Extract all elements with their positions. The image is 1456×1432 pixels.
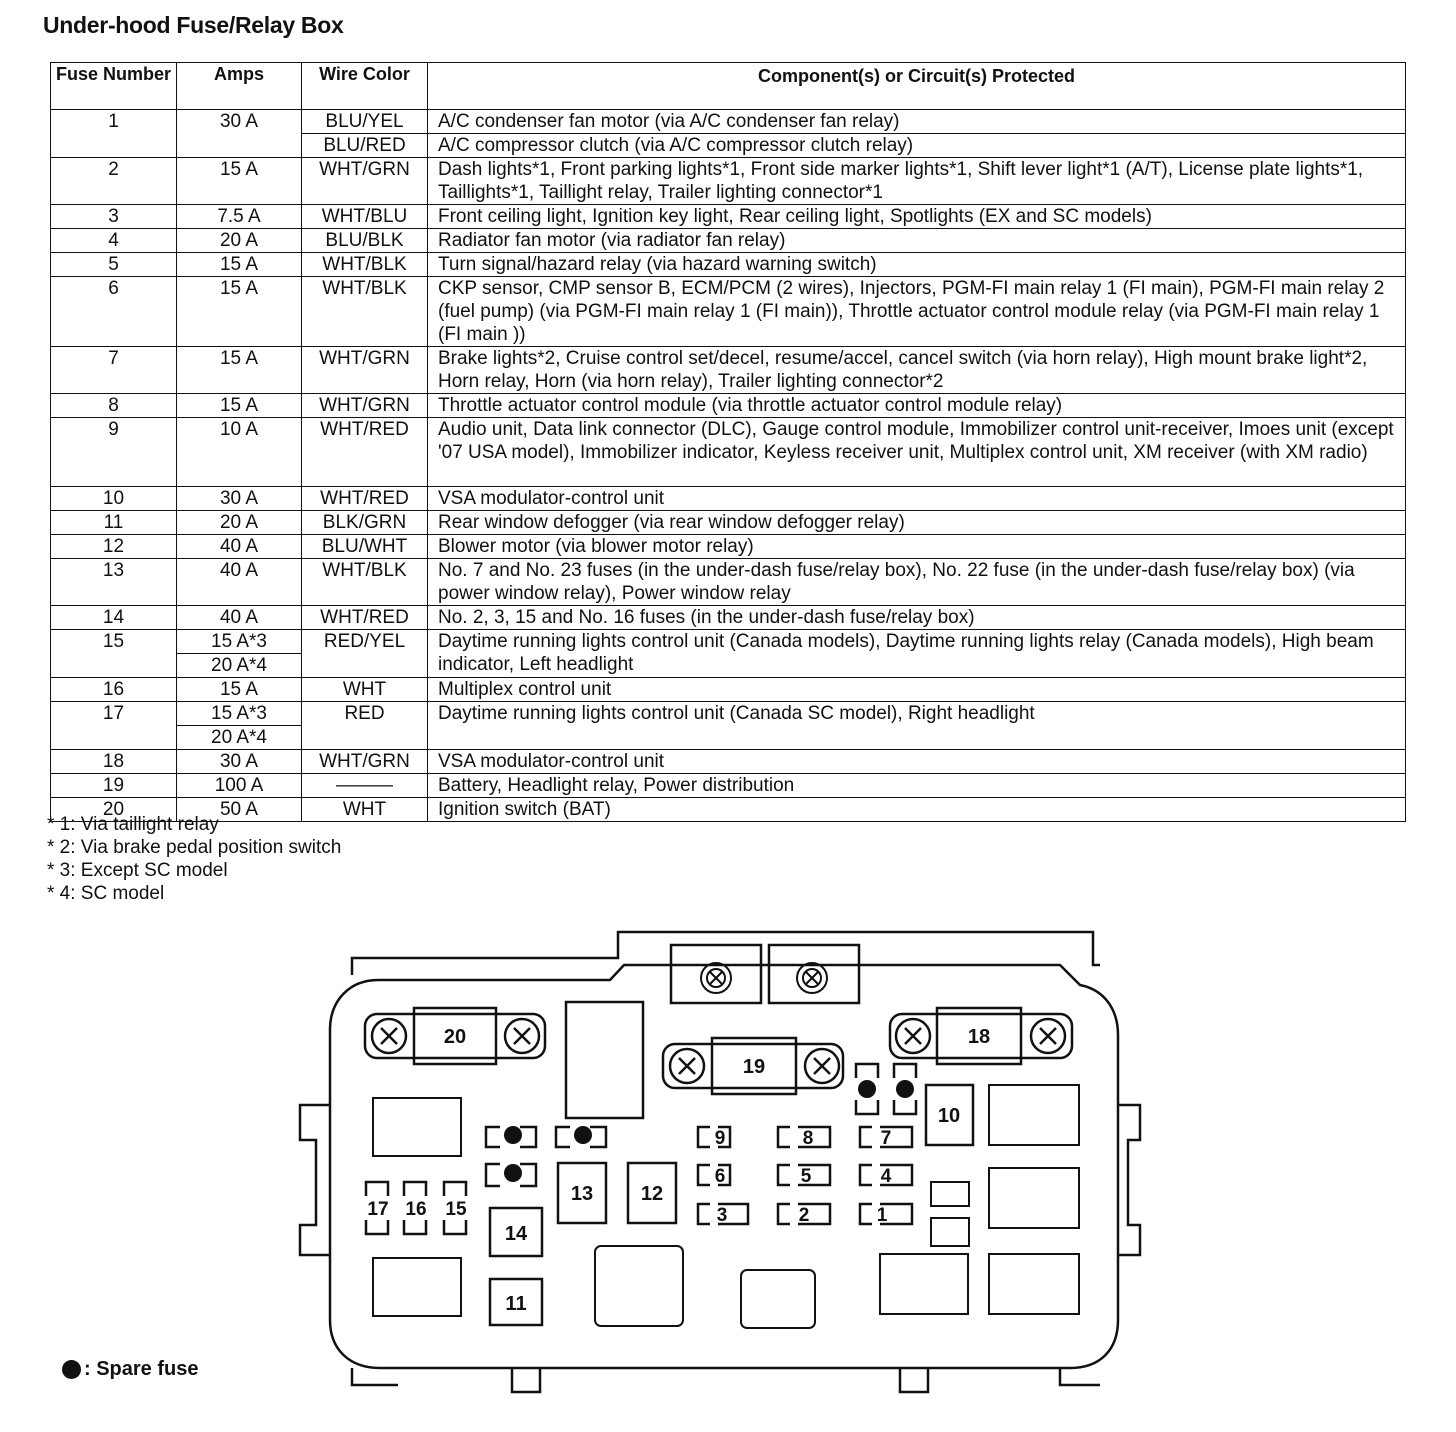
amps-cell: 40 A	[177, 559, 302, 606]
amps-value: 15 A*3	[177, 630, 301, 654]
components-cell: Dash lights*1, Front parking lights*1, Front side marker lights*1, Shift lever light*1 (A/T), License plate lights*1, Taillights*1, Taillight relay, Trailer lighting connector*1	[428, 158, 1406, 205]
amps-value-alt: 20 A*4	[211, 727, 267, 748]
label-fuse-9: 9	[714, 1128, 726, 1149]
header-wire-color: Wire Color	[302, 63, 428, 110]
fuse-number-cell: 13	[51, 559, 177, 606]
fuse-number-cell: 17	[51, 702, 177, 750]
spare-fuse-dot-icon	[62, 1360, 81, 1379]
components-cell: A/C compressor clutch (via A/C compressor clutch relay)	[428, 134, 1406, 158]
components-cell: Radiator fan motor (via radiator fan relay)	[428, 229, 1406, 253]
amps-value: 15 A*3	[177, 702, 301, 726]
label-fuse-6: 6	[714, 1166, 726, 1187]
footnote: * 1: Via taillight relay	[47, 814, 219, 835]
wire-color-cell: WHT/BLK	[302, 277, 428, 347]
fuse-number-cell: 2	[51, 158, 177, 205]
fuse-number-cell: 5	[51, 253, 177, 277]
header-amps: Amps	[177, 63, 302, 110]
components-cell: No. 7 and No. 23 fuses (in the under-dash fuse/relay box), No. 22 fuse (in the under-dash fuse/relay box) (via power window relay), Power window relay	[428, 559, 1406, 606]
components-cell: Brake lights*2, Cruise control set/decel, resume/accel, cancel switch (via horn relay), High mount brake light*2, Horn relay, Horn (via horn relay), Trailer lighting connector*2	[428, 347, 1406, 394]
wire-color-cell: WHT/RED	[302, 418, 428, 487]
label-fuse-8: 8	[802, 1128, 814, 1149]
fuse-number-cell: 16	[51, 678, 177, 702]
fuse-number-cell: 3	[51, 205, 177, 229]
components-cell: Daytime running lights control unit (Canada models), Daytime running lights relay (Canada models), High beam indicator, Left headlight	[428, 630, 1406, 678]
wire-color-cell: ———	[302, 774, 428, 798]
label-fuse-12: 12	[640, 1183, 664, 1205]
amps-cell: 15 A	[177, 347, 302, 394]
wire-color-cell: WHT/GRN	[302, 347, 428, 394]
wire-color-cell: WHT/BLK	[302, 253, 428, 277]
label-fuse-5: 5	[800, 1166, 812, 1187]
wire-color-cell: WHT/GRN	[302, 394, 428, 418]
components-cell: Multiplex control unit	[428, 678, 1406, 702]
components-cell: Audio unit, Data link connector (DLC), Gauge control module, Immobilizer control unit-receiver, Imoes unit (except '07 USA model), Immobilizer indicator, Keyless receiver unit, Multiplex control unit, XM receiver (with XM radio)	[428, 418, 1406, 487]
label-fuse-10: 10	[937, 1105, 961, 1127]
amps-cell: 7.5 A	[177, 205, 302, 229]
amps-cell: 15 A	[177, 158, 302, 205]
label-fuse-3: 3	[716, 1205, 728, 1226]
amps-cell: 30 A	[177, 487, 302, 511]
components-cell: VSA modulator-control unit	[428, 487, 1406, 511]
fuse-number-cell: 8	[51, 394, 177, 418]
fuse-number-cell: 1	[51, 110, 177, 158]
wire-color-cell: WHT	[302, 678, 428, 702]
header-components: Component(s) or Circuit(s) Protected	[428, 63, 1406, 110]
wire-color-cell: RED	[302, 702, 428, 750]
components-cell: Rear window defogger (via rear window defogger relay)	[428, 511, 1406, 535]
amps-cell: 15 A	[177, 253, 302, 277]
amps-cell: 20 A	[177, 229, 302, 253]
header-fuse-number: Fuse Number	[51, 63, 177, 110]
wire-color-cell: BLU/WHT	[302, 535, 428, 559]
footnote: * 2: Via brake pedal position switch	[47, 837, 342, 858]
fuse-number-cell: 10	[51, 487, 177, 511]
wire-color-cell: WHT/RED	[302, 487, 428, 511]
footnote: * 4: SC model	[47, 883, 165, 904]
components-cell: No. 2, 3, 15 and No. 16 fuses (in the under-dash fuse/relay box)	[428, 606, 1406, 630]
wire-color-cell: WHT/BLU	[302, 205, 428, 229]
fuse-number-cell: 7	[51, 347, 177, 394]
housing-bottom-tab-left	[512, 1368, 540, 1392]
amps-cell: 15 A	[177, 678, 302, 702]
wire-color-cell: RED/YEL	[302, 630, 428, 678]
components-cell: Turn signal/hazard relay (via hazard warning switch)	[428, 253, 1406, 277]
label-fuse-4: 4	[880, 1166, 892, 1187]
legend-spare-fuse	[62, 1358, 198, 1381]
components-cell: Battery, Headlight relay, Power distribution	[428, 774, 1406, 798]
fuse-number-cell: 12	[51, 535, 177, 559]
label-fuse-14: 14	[504, 1223, 528, 1245]
components-cell: Ignition switch (BAT)	[428, 798, 1406, 822]
label-fuse-1: 1	[876, 1205, 888, 1226]
fuse-number-cell: 14	[51, 606, 177, 630]
wire-color-cell: WHT	[302, 798, 428, 822]
amps-cell: 20 A	[177, 511, 302, 535]
wire-color-cell: BLU/BLK	[302, 229, 428, 253]
amps-cell: 40 A	[177, 606, 302, 630]
components-cell: Throttle actuator control module (via throttle actuator control module relay)	[428, 394, 1406, 418]
label-fuse-19: 19	[742, 1056, 766, 1078]
amps-cell: 30 A	[177, 110, 302, 158]
fuse-number-cell: 18	[51, 750, 177, 774]
label-fuse-17: 17	[367, 1199, 389, 1220]
fuse-number-cell: 4	[51, 229, 177, 253]
label-fuse-18: 18	[967, 1026, 991, 1048]
label-fuse-13: 13	[570, 1183, 594, 1205]
fuse-number-cell: 11	[51, 511, 177, 535]
fuse-number-cell: 19	[51, 774, 177, 798]
legend-label: : Spare fuse	[84, 1358, 199, 1380]
components-cell: A/C condenser fan motor (via A/C condenser fan relay)	[428, 110, 1406, 134]
amps-cell: 10 A	[177, 418, 302, 487]
wire-color-cell: BLU/RED	[302, 134, 428, 158]
amps-cell: 15 A	[177, 394, 302, 418]
components-cell: VSA modulator-control unit	[428, 750, 1406, 774]
amps-cell: 40 A	[177, 535, 302, 559]
fuse-number-cell: 20	[51, 798, 177, 822]
label-fuse-11: 11	[505, 1293, 527, 1315]
wire-color-cell: WHT/RED	[302, 606, 428, 630]
wire-color-cell: BLU/YEL	[302, 110, 428, 134]
housing-left-tab	[300, 1105, 330, 1255]
components-cell: Daytime running lights control unit (Canada SC model), Right headlight	[428, 702, 1406, 750]
label-fuse-15: 15	[445, 1199, 467, 1220]
wire-color-cell: WHT/GRN	[302, 158, 428, 205]
label-fuse-7: 7	[880, 1128, 892, 1149]
housing-bottom-lip	[352, 1368, 1100, 1385]
footnote: * 3: Except SC model	[47, 860, 228, 881]
wire-color-cell: WHT/BLK	[302, 559, 428, 606]
fuse-number-cell: 6	[51, 277, 177, 347]
page-title: Under-hood Fuse/Relay Box	[43, 12, 344, 38]
components-cell: Blower motor (via blower motor relay)	[428, 535, 1406, 559]
fuse-number-cell: 15	[51, 630, 177, 678]
label-fuse-2: 2	[798, 1205, 810, 1226]
housing-bottom-tab-right	[900, 1368, 928, 1392]
amps-cell: 50 A	[177, 798, 302, 822]
label-fuse-20: 20	[443, 1026, 467, 1048]
housing-outline	[352, 932, 1100, 975]
components-cell: Front ceiling light, Ignition key light, Rear ceiling light, Spotlights (EX and SC models)	[428, 205, 1406, 229]
wire-color-cell: BLK/GRN	[302, 511, 428, 535]
amps-cell: 15 A	[177, 277, 302, 347]
label-fuse-16: 16	[405, 1199, 427, 1220]
fuse-number-cell: 9	[51, 418, 177, 487]
amps-value-alt: 20 A*4	[211, 655, 267, 676]
amps-cell: 30 A	[177, 750, 302, 774]
amps-cell: 100 A	[177, 774, 302, 798]
components-cell: CKP sensor, CMP sensor B, ECM/PCM (2 wires), Injectors, PGM-FI main relay 1 (FI main), PGM-FI main relay 2 (fuel pump) (via PGM-FI main relay 1 (FI main)), Throttle actuator control module relay (via PGM-FI main relay 1 (FI main ))	[428, 277, 1406, 347]
wire-color-cell: WHT/GRN	[302, 750, 428, 774]
housing-right-tab	[1118, 1105, 1140, 1255]
